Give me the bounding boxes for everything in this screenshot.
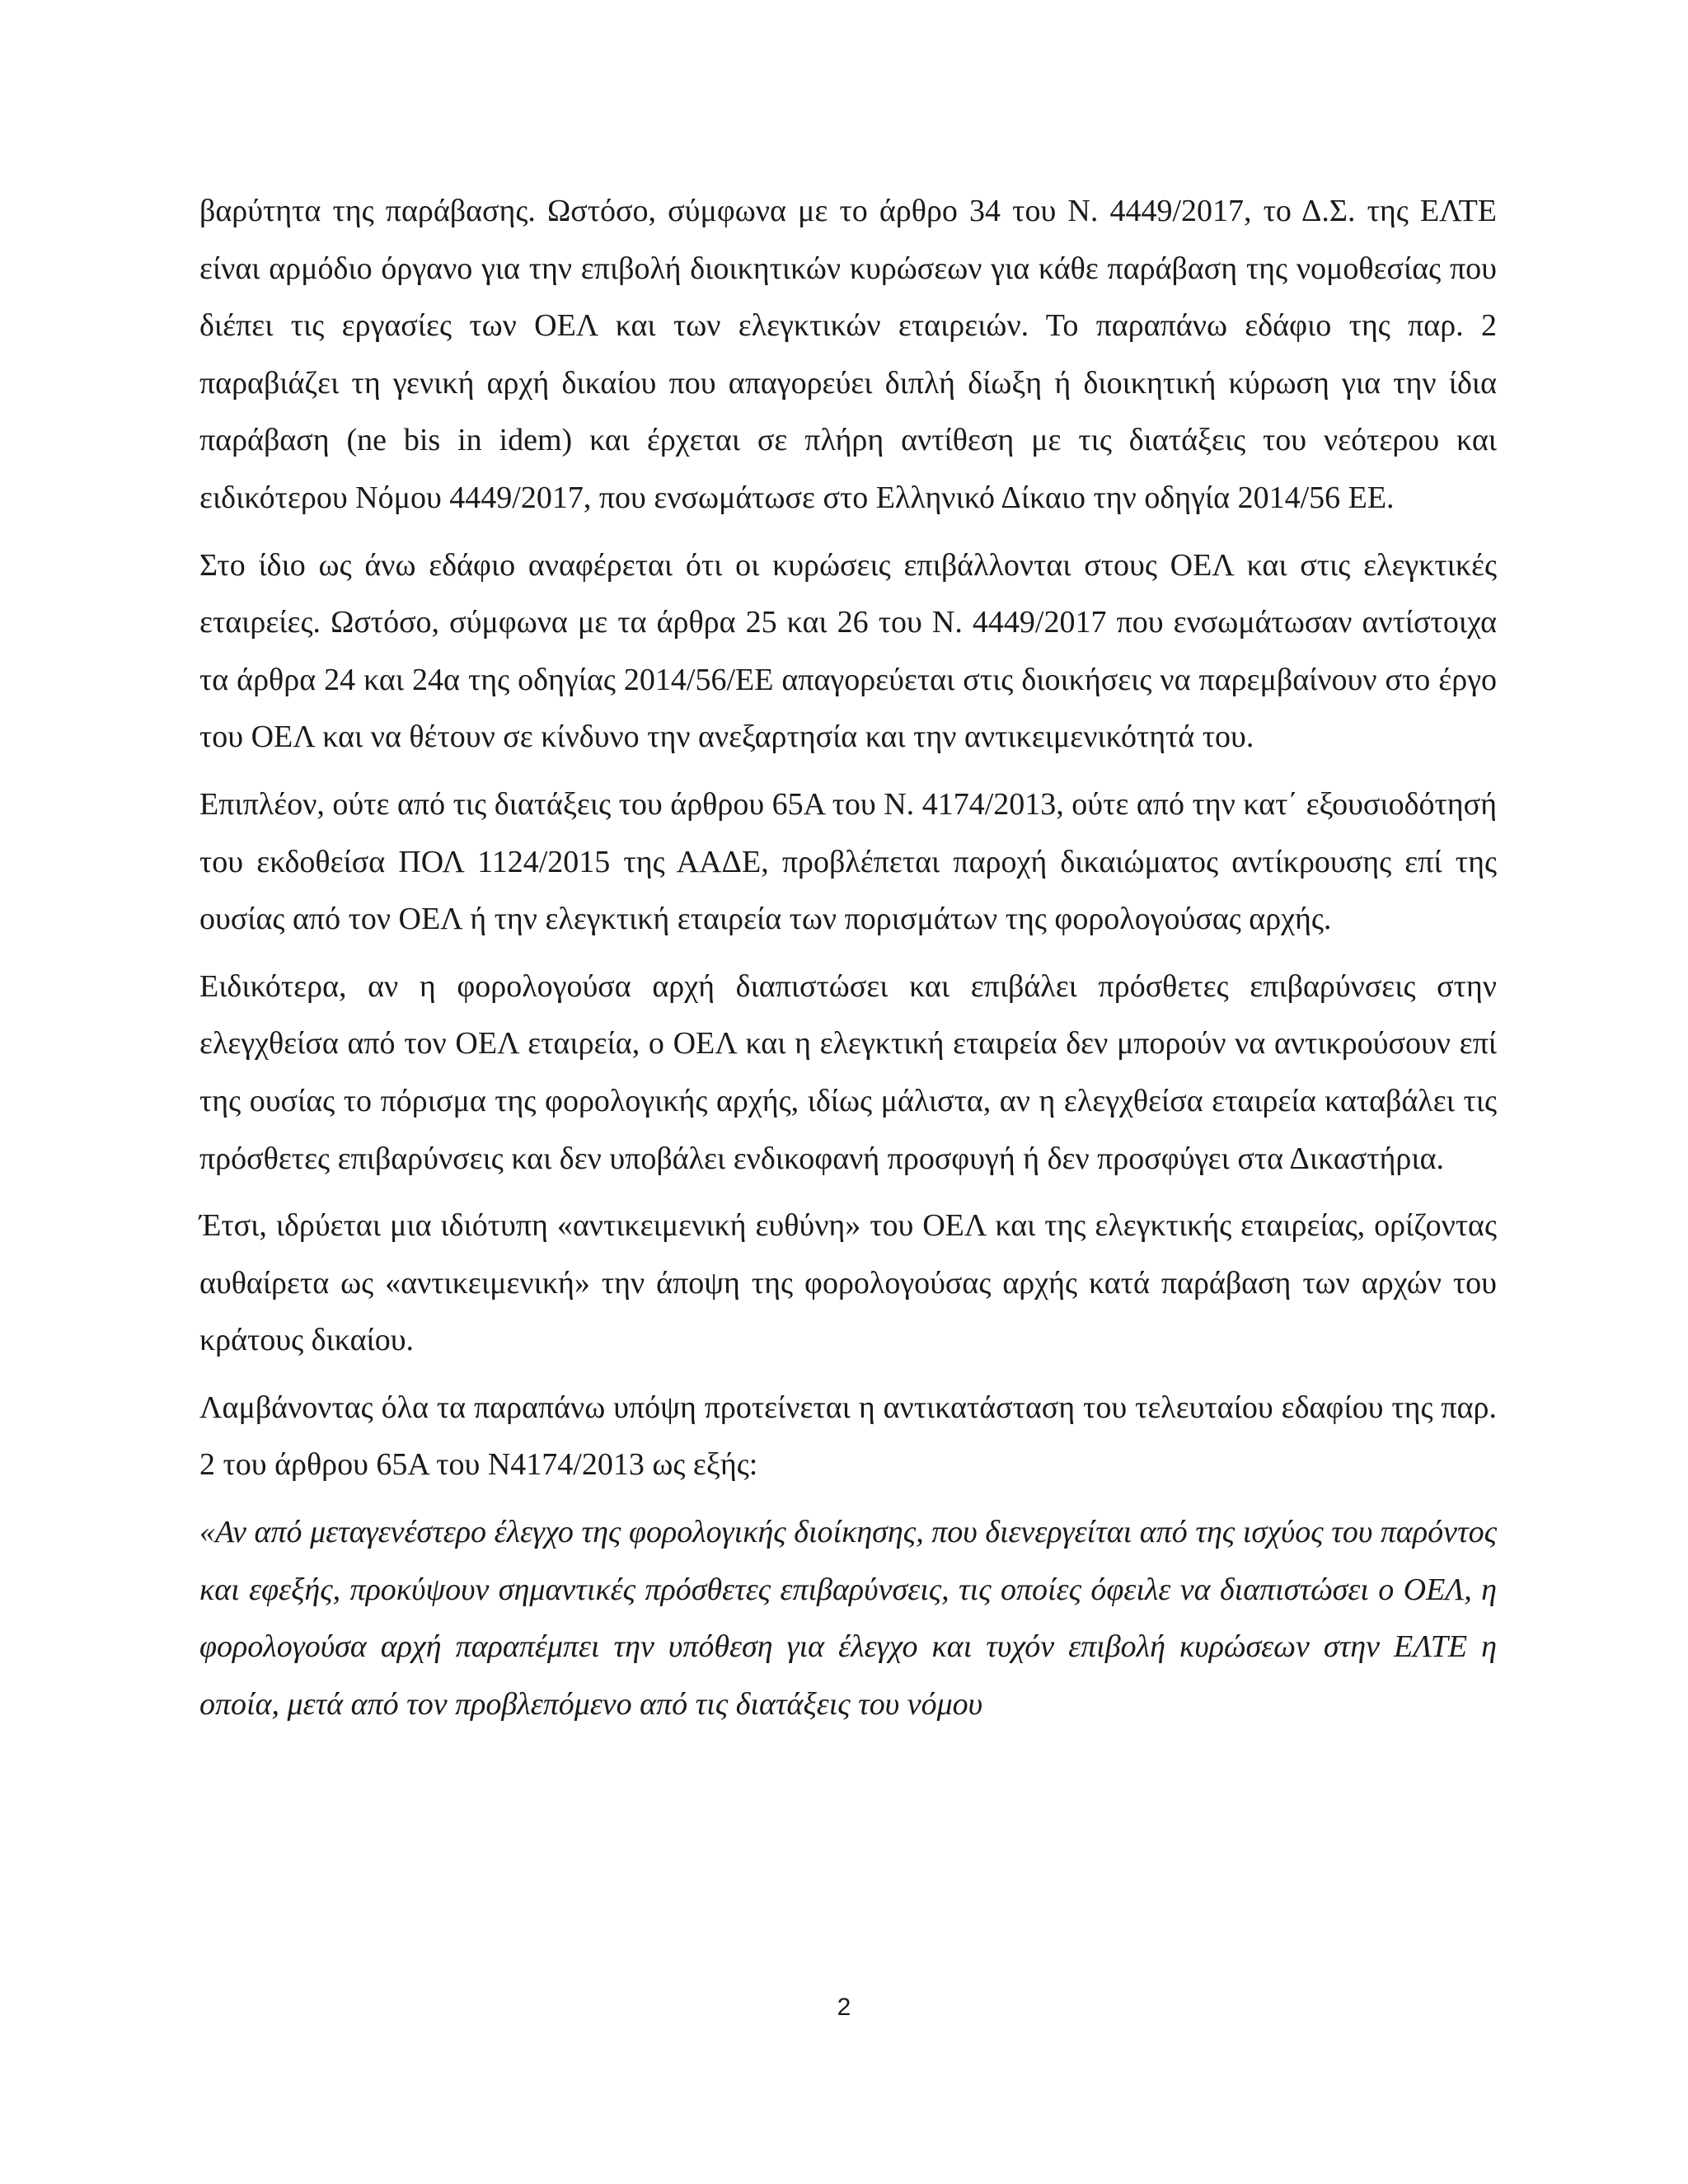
document-body: [199, 183, 1497, 1743]
paragraph: Ειδικότερα, αν η φορολογούσα αρχή διαπιστώσει και επιβάλει πρόσθετες επιβαρύνσεις στην ελεγχθείσα από τον ΟΕΛ εταιρεία, ο ΟΕΛ και η ελεγκτική εταιρεία δεν μπορούν να αντικρούσουν επί της ουσίας το πόρισμα της φορολογικής αρχής, ιδίως μάλιστα, αν η ελεγχθείσα εταιρεία καταβάλει τις πρόσθετες επιβαρύνσεις και δεν υποβάλει ενδικοφανή προσφυγή ή δεν προσφύγει στα Δικαστήρια.: [199, 968, 1497, 1176]
paragraph: Έτσι, ιδρύεται μια ιδιότυπη «αντικειμενική ευθύνη» του ΟΕΛ και της ελεγκτικής εταιρείας, ορίζοντας αυθαίρετα ως «αντικειμενική» την άποψη της φορολογούσας αρχής κατά παράβαση των αρχών του κράτους δικαίου.: [199, 1208, 1497, 1358]
paragraph: Λαμβάνοντας όλα τα παραπάνω υπόψη προτείνεται η αντικατάσταση του τελευταίου εδαφίου της παρ. 2 του άρθρου 65Α του Ν4174/2013 ως εξής:: [199, 1390, 1497, 1483]
proposed-text-quote: «Αν από μεταγενέστερο έλεγχο της φορολογικής διοίκησης, που διενεργείται από της ισχύος του παρόντος και εφεξής, προκύψουν σημαντικές πρόσθετες επιβαρύνσεις, τις οποίες όφειλε να διαπιστώσει ο ΟΕΛ, η φορολογούσα αρχή παραπέμπει την υπόθεση για έλεγχο και τυχόν επιβολή κυρώσεων στην ΕΛΤΕ η οποία, μετά από τον προβλεπόμενο από τις διατάξεις του νόμου: [199, 1515, 1497, 1722]
paragraph: Επιπλέον, ούτε από τις διατάξεις του άρθρου 65Α του Ν. 4174/2013, ούτε από την κατ΄ εξουσιοδότησή του εκδοθείσα ΠΟΛ 1124/2015 της ΑΑΔΕ, προβλέπεται παροχή δικαιώματος αντίκρουσης επί της ουσίας από τον ΟΕΛ ή την ελεγκτική εταιρεία των πορισμάτων της φορολογούσας αρχής.: [199, 786, 1497, 937]
paragraph: Στο ίδιο ως άνω εδάφιο αναφέρεται ότι οι κυρώσεις επιβάλλονται στους ΟΕΛ και στις ελεγκτικές εταιρείες. Ωστόσο, σύμφωνα με τα άρθρα 25 και 26 του Ν. 4449/2017 που ενσωμάτωσαν αντίστοιχα τα άρθρα 24 και 24α της οδηγίας 2014/56/ΕΕ απαγορεύεται στις διοικήσεις να παρεμβαίνουν στο έργο του ΟΕΛ και να θέτουν σε κίνδυνο την ανεξαρτησία και την αντικειμενικότητά του.: [199, 547, 1497, 755]
paragraph: βαρύτητα της παράβασης. Ωστόσο, σύμφωνα με το άρθρο 34 του Ν. 4449/2017, το Δ.Σ. της ΕΛΤΕ είναι αρμόδιο όργανο για την επιβολή διοικητικών κυρώσεων για κάθε παράβαση της νομοθεσίας που διέπει τις εργασίες των ΟΕΛ και των ελεγκτικών εταιρειών. Το παραπάνω εδάφιο της παρ. 2 παραβιάζει τη γενική αρχή δικαίου που απαγορεύει διπλή δίωξη ή διοικητική κύρωση για την ίδια παράβαση (ne bis in idem) και έρχεται σε πλήρη αντίθεση με τις διατάξεις του νεότερου και ειδικότερου Νόμου 4449/2017, που ενσωμάτωσε στο Ελληνικό Δίκαιο την οδηγία 2014/56 ΕΕ.: [199, 194, 1497, 515]
page-number: 2: [837, 1994, 851, 2021]
